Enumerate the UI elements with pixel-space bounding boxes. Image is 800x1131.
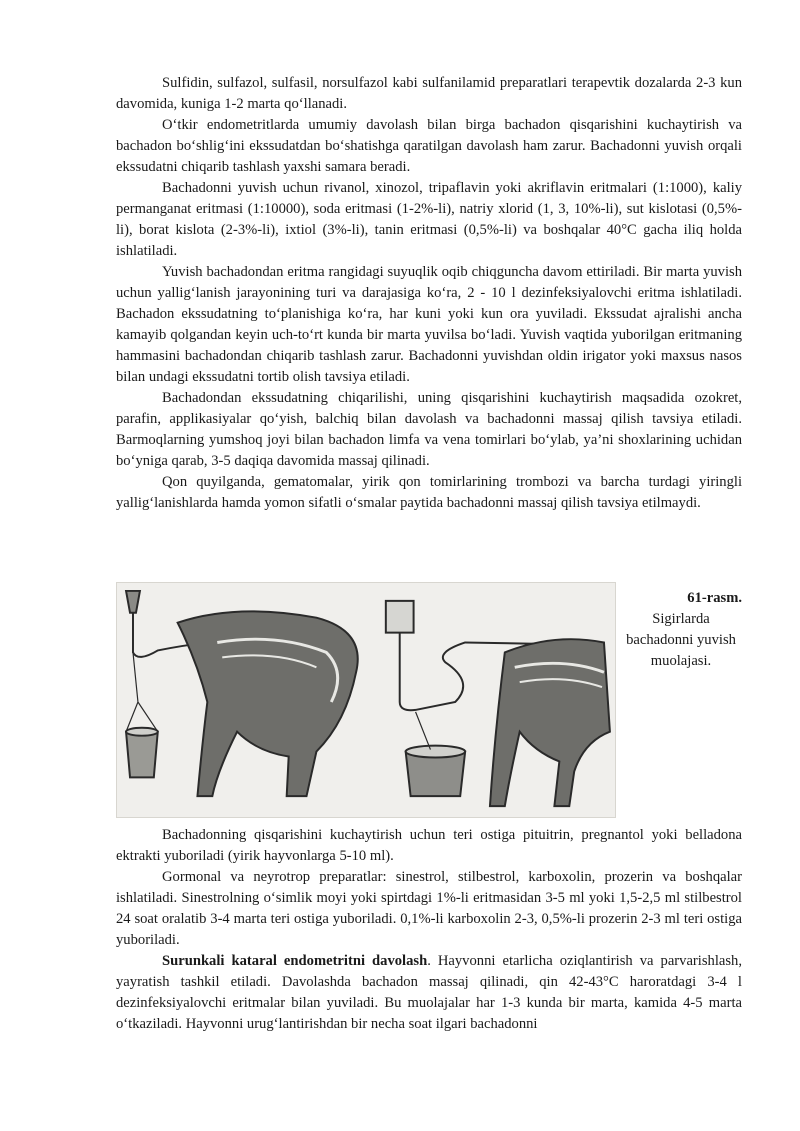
figure-number: 61-rasm. bbox=[687, 590, 742, 606]
paragraph: Qon quyilganda, gematomalar, yirik qon tomirlarining trombozi va barcha turdagi yiringli yallig‘lanishlarda hamda yomon sifatli o‘smalar paytida bachadonni massaj qilish tavsiya etilmaydi. bbox=[116, 474, 742, 511]
paragraph bbox=[116, 951, 742, 1035]
text-block-top bbox=[116, 73, 742, 514]
uterus-lavage-illustration bbox=[116, 582, 616, 818]
paragraph: Yuvish bachadondan eritma rangidagi suyuqlik oqib chiqguncha davom ettiriladi. Bir marta yuvish uchun yallig‘lanish jarayonining turi va darajasiga ko‘ra, 2 - 10 l dezinfeksiyalovchi eritma ishlatiladi. Bachadon ekssudatning to‘planishiga ko‘ra, har kuni yoki kun ora yuviladi. Ekssudat ajralishi ancha kamayib qolgandan keyin uch-to‘rt kunda bir marta yuvilsa bo‘ladi. Yuvish vaqtida yuborilgan eritmaning hammasini bachadondan chiqarib tashlash zarur. Bachadonni yuvishdan oldin irigator yoki maxsus nasos bilan undagi ekssudatni tortib olish tavsiya etiladi. bbox=[116, 264, 742, 385]
paragraph: O‘tkir endometritlarda umumiy davolash bilan birga bachadon qisqarishini kuchaytirish va bachadon bo‘shlig‘ini ekssudatdan bo‘shatishga qaratilgan davolash ham zarur. Bachadonni yuvish orqali ekssudatni chiqarib tashlash yaxshi samara beradi. bbox=[116, 117, 742, 175]
paragraph: Bachadonning qisqarishini kuchaytirish uchun teri ostiga pituitrin, pregnantol yoki belladona ektrakti yuboriladi (yirik hayvonlarga 5-10 ml). bbox=[116, 827, 742, 864]
paragraph: Bachadonni yuvish uchun rivanol, xinozol, tripaflavin yoki akriflavin eritmalari (1:1000), kaliy permanganat eritmasi (1:10000), soda eritmasi (1-2%-li), natriy xlorid (1, 3, 10%-li), sut kislotasi (0,5%-li), borat kislota (2-3%-li), ixtiol (3%-li), tanin eritmasi (0,5%-li) va boshqalar 40°C gacha iliq holda ishlatiladi. bbox=[116, 180, 742, 259]
figure-caption-text: Sigirlarda bachadonni yuvish muolajasi. bbox=[626, 611, 736, 669]
paragraph: Bachadondan ekssudatning chiqarilishi, uning qisqarishini kuchaytirish maqsadida ozokret, parafin, applikasiyalar qo‘yish, balchiq bilan davolash va bachadonni massaj qilish tavsiya etiladi. Barmoqlarning yumshoq joyi bilan bachadon limfa va vena tomirlari bo‘ylab, ya’ni shoxlarining uchidan bo‘yniga qarab, 3-5 daqiqa davomida massaj qilinadi. bbox=[116, 390, 742, 469]
section-heading: Surunkali kataral endometritni davolash bbox=[162, 953, 428, 969]
figure-caption bbox=[620, 588, 742, 672]
paragraph: Gormonal va neyrotrop preparatlar: sinestrol, stilbestrol, karboxolin, prozerin va boshqalar ishlatiladi. Sinestrolning o‘simlik moyi yoki spirtdagi 1%-li eritmasidan 3-5 ml yoki 1,5-2,5 ml stilbestrol 24 soat oralatib 3-4 marta teri ostiga yuboriladi. 0,1%-li karboxolin 2-3, 0,5%-li prozerin 2-3 ml teri ostiga yuboriladi. bbox=[116, 869, 742, 948]
paragraph: Sulfidin, sulfazol, sulfasil, norsulfazol kabi sulfanilamid preparatlari terapevtik dozalarda 2-3 kun davomida, kuniga 1-2 marta qo‘llanadi. bbox=[116, 75, 742, 112]
paragraph-text: . Hayvonni etarlicha oziqlantirish va parvarishlash, yayratish tashkil etiladi. Davolashda bachadon massaj qilinadi, qin 42-43°C haroratdagi 3-4 l dezinfeksiyalovchi eritmalar bilan yuviladi. Bu muolajalar har 1-3 kunda bir marta, kamida 4-5 marta o‘tkaziladi. Hayvonni urug‘lantirishdan bir necha soat ilgari bachadonni bbox=[116, 953, 742, 1032]
text-block-bottom bbox=[116, 825, 742, 1035]
